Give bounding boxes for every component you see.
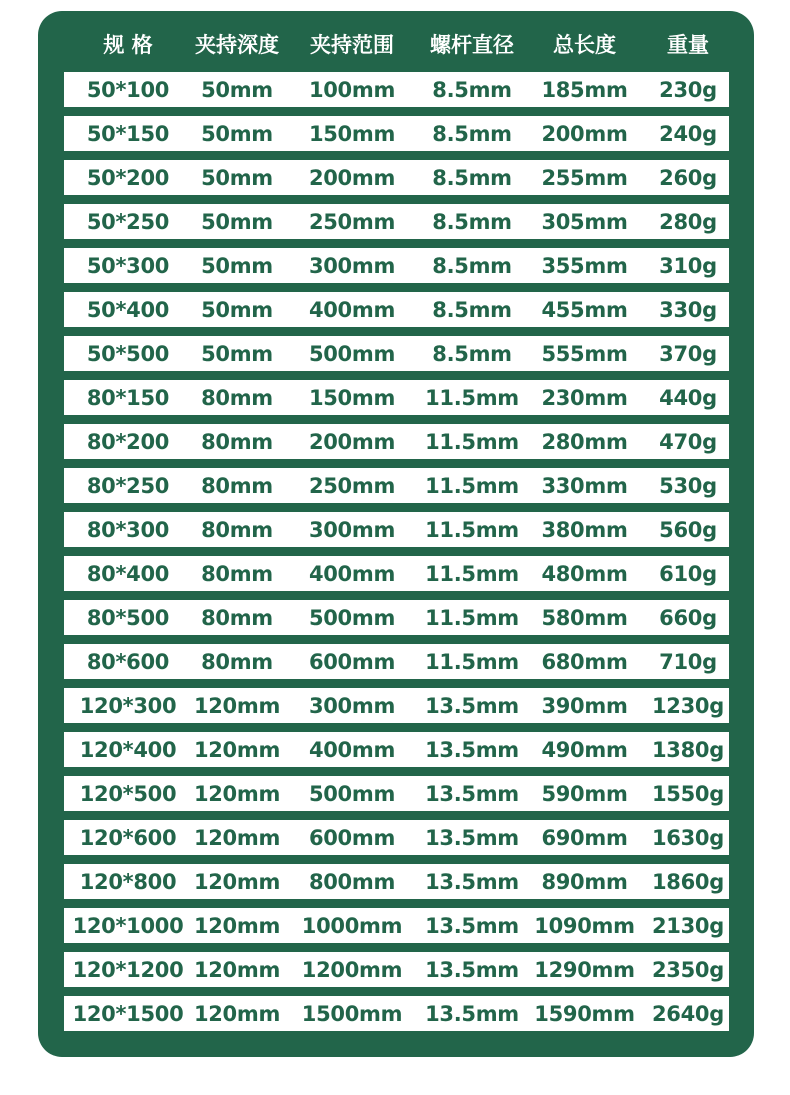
cell-spec: 80*250 [86, 473, 170, 498]
cell-clamp-depth: 80mm [201, 517, 273, 542]
cell-clamp-range: 500mm [308, 605, 396, 630]
table-row [64, 776, 729, 811]
cell-clamp-depth: 120mm [193, 1001, 281, 1026]
cell-spec: 120*400 [79, 737, 177, 762]
cell-screw-diameter: 11.5mm [425, 473, 519, 498]
cell-clamp-depth: 120mm [193, 825, 281, 850]
cell-weight: 440g [659, 385, 717, 410]
cell-clamp-range: 1200mm [301, 957, 403, 982]
table-body [64, 72, 729, 1040]
cell-spec: 120*1500 [72, 1001, 184, 1026]
cell-clamp-range: 400mm [308, 737, 396, 762]
cell-weight: 1630g [652, 825, 724, 850]
cell-total-length: 455mm [541, 297, 628, 322]
cell-spec: 80*600 [86, 649, 170, 674]
cell-spec: 50*500 [86, 341, 170, 366]
cell-total-length: 490mm [541, 737, 628, 762]
cell-weight: 1550g [652, 781, 724, 806]
table-row [64, 996, 729, 1031]
cell-screw-diameter: 13.5mm [425, 869, 519, 894]
cell-clamp-depth: 50mm [201, 165, 273, 190]
cell-total-length: 200mm [541, 121, 628, 146]
cell-total-length: 305mm [541, 209, 628, 234]
cell-weight: 2130g [652, 913, 724, 938]
cell-clamp-range: 200mm [308, 165, 396, 190]
cell-total-length: 185mm [541, 77, 628, 102]
cell-weight: 1860g [652, 869, 724, 894]
cell-clamp-depth: 80mm [201, 605, 273, 630]
cell-spec: 120*500 [79, 781, 177, 806]
cell-clamp-range: 1000mm [301, 913, 403, 938]
cell-weight: 2640g [652, 1001, 724, 1026]
cell-screw-diameter: 13.5mm [425, 1001, 519, 1026]
cell-weight: 230g [659, 77, 717, 102]
table-row [64, 72, 729, 107]
cell-clamp-range: 600mm [308, 825, 396, 850]
cell-clamp-depth: 120mm [193, 869, 281, 894]
cell-spec: 50*400 [86, 297, 170, 322]
table-row [64, 864, 729, 899]
header-clamp-range: 夹持范围 [310, 33, 394, 57]
cell-total-length: 355mm [541, 253, 628, 278]
cell-clamp-range: 400mm [308, 297, 396, 322]
cell-spec: 80*500 [86, 605, 170, 630]
header-screw-diameter: 螺杆直径 [430, 33, 514, 57]
cell-total-length: 380mm [541, 517, 628, 542]
cell-spec: 50*300 [86, 253, 170, 278]
header-clamp-depth: 夹持深度 [195, 33, 279, 57]
cell-screw-diameter: 11.5mm [425, 561, 519, 586]
cell-total-length: 330mm [541, 473, 628, 498]
cell-spec: 120*600 [79, 825, 177, 850]
cell-clamp-range: 1500mm [301, 1001, 403, 1026]
cell-total-length: 390mm [541, 693, 628, 718]
cell-screw-diameter: 8.5mm [432, 77, 512, 102]
cell-screw-diameter: 8.5mm [432, 121, 512, 146]
cell-screw-diameter: 11.5mm [425, 385, 519, 410]
cell-spec: 50*250 [86, 209, 170, 234]
cell-weight: 470g [659, 429, 717, 454]
cell-spec: 80*200 [86, 429, 170, 454]
cell-clamp-depth: 50mm [201, 209, 273, 234]
cell-clamp-range: 250mm [308, 209, 396, 234]
header-weight: 重量 [667, 33, 709, 57]
cell-screw-diameter: 13.5mm [425, 737, 519, 762]
cell-spec: 120*300 [79, 693, 177, 718]
header-total-length: 总长度 [553, 33, 616, 57]
cell-weight: 240g [659, 121, 717, 146]
table-row [64, 380, 729, 415]
table-row [64, 952, 729, 987]
cell-clamp-depth: 80mm [201, 385, 273, 410]
cell-total-length: 580mm [541, 605, 628, 630]
table-row [64, 160, 729, 195]
cell-screw-diameter: 11.5mm [425, 517, 519, 542]
cell-weight: 2350g [652, 957, 724, 982]
cell-clamp-depth: 80mm [201, 429, 273, 454]
cell-screw-diameter: 11.5mm [425, 429, 519, 454]
cell-total-length: 680mm [541, 649, 628, 674]
table-row [64, 688, 729, 723]
cell-weight: 610g [659, 561, 717, 586]
table-row [64, 468, 729, 503]
table-row [64, 336, 729, 371]
cell-clamp-depth: 50mm [201, 253, 273, 278]
table-row [64, 512, 729, 547]
cell-weight: 330g [659, 297, 717, 322]
cell-weight: 260g [659, 165, 717, 190]
table-row [64, 204, 729, 239]
cell-clamp-range: 150mm [308, 385, 396, 410]
cell-weight: 530g [659, 473, 717, 498]
cell-weight: 1380g [652, 737, 724, 762]
cell-clamp-range: 150mm [308, 121, 396, 146]
cell-spec: 80*300 [86, 517, 170, 542]
cell-clamp-range: 200mm [308, 429, 396, 454]
cell-clamp-range: 300mm [308, 517, 396, 542]
cell-clamp-range: 300mm [308, 253, 396, 278]
cell-spec: 80*400 [86, 561, 170, 586]
cell-total-length: 230mm [541, 385, 628, 410]
cell-clamp-depth: 50mm [201, 77, 273, 102]
table-row [64, 556, 729, 591]
cell-clamp-range: 100mm [308, 77, 396, 102]
cell-clamp-depth: 120mm [193, 737, 281, 762]
cell-clamp-depth: 120mm [193, 781, 281, 806]
cell-clamp-depth: 80mm [201, 649, 273, 674]
cell-total-length: 1590mm [534, 1001, 635, 1026]
cell-spec: 50*100 [86, 77, 170, 102]
table-row [64, 424, 729, 459]
cell-weight: 560g [659, 517, 717, 542]
table-row [64, 908, 729, 943]
cell-weight: 1230g [652, 693, 724, 718]
cell-clamp-depth: 50mm [201, 341, 273, 366]
cell-clamp-depth: 120mm [193, 693, 281, 718]
cell-total-length: 280mm [541, 429, 628, 454]
cell-clamp-depth: 80mm [201, 561, 273, 586]
cell-screw-diameter: 13.5mm [425, 913, 519, 938]
cell-screw-diameter: 13.5mm [425, 781, 519, 806]
table-row [64, 600, 729, 635]
cell-spec: 50*150 [86, 121, 170, 146]
table-row [64, 644, 729, 679]
cell-clamp-range: 250mm [308, 473, 396, 498]
cell-total-length: 255mm [541, 165, 628, 190]
cell-clamp-depth: 120mm [193, 957, 281, 982]
cell-total-length: 555mm [541, 341, 628, 366]
cell-clamp-range: 300mm [308, 693, 396, 718]
cell-total-length: 480mm [541, 561, 628, 586]
cell-screw-diameter: 13.5mm [425, 825, 519, 850]
cell-spec: 80*150 [86, 385, 170, 410]
cell-clamp-range: 400mm [308, 561, 396, 586]
header-spec: 规 格 [103, 33, 153, 57]
cell-weight: 310g [659, 253, 717, 278]
cell-screw-diameter: 8.5mm [432, 341, 512, 366]
cell-spec: 50*200 [86, 165, 170, 190]
cell-weight: 710g [659, 649, 717, 674]
cell-spec: 120*800 [79, 869, 177, 894]
table-header [64, 22, 729, 66]
cell-screw-diameter: 11.5mm [425, 605, 519, 630]
cell-clamp-range: 500mm [308, 781, 396, 806]
cell-clamp-range: 800mm [308, 869, 396, 894]
table-row [64, 248, 729, 283]
cell-clamp-depth: 120mm [193, 913, 281, 938]
cell-clamp-range: 600mm [308, 649, 396, 674]
cell-weight: 660g [659, 605, 717, 630]
cell-clamp-depth: 50mm [201, 121, 273, 146]
table-row [64, 292, 729, 327]
cell-total-length: 1090mm [534, 913, 635, 938]
cell-screw-diameter: 13.5mm [425, 693, 519, 718]
cell-clamp-depth: 80mm [201, 473, 273, 498]
table-row [64, 732, 729, 767]
cell-clamp-range: 500mm [308, 341, 396, 366]
table-row [64, 820, 729, 855]
cell-total-length: 890mm [541, 869, 628, 894]
cell-spec: 120*1000 [72, 913, 184, 938]
cell-total-length: 1290mm [534, 957, 635, 982]
table-row [64, 116, 729, 151]
cell-total-length: 590mm [541, 781, 628, 806]
cell-weight: 280g [659, 209, 717, 234]
cell-screw-diameter: 8.5mm [432, 253, 512, 278]
cell-screw-diameter: 11.5mm [425, 649, 519, 674]
cell-screw-diameter: 13.5mm [425, 957, 519, 982]
cell-clamp-depth: 50mm [201, 297, 273, 322]
cell-screw-diameter: 8.5mm [432, 209, 512, 234]
cell-screw-diameter: 8.5mm [432, 165, 512, 190]
cell-screw-diameter: 8.5mm [432, 297, 512, 322]
cell-spec: 120*1200 [72, 957, 184, 982]
cell-total-length: 690mm [541, 825, 628, 850]
cell-weight: 370g [659, 341, 717, 366]
